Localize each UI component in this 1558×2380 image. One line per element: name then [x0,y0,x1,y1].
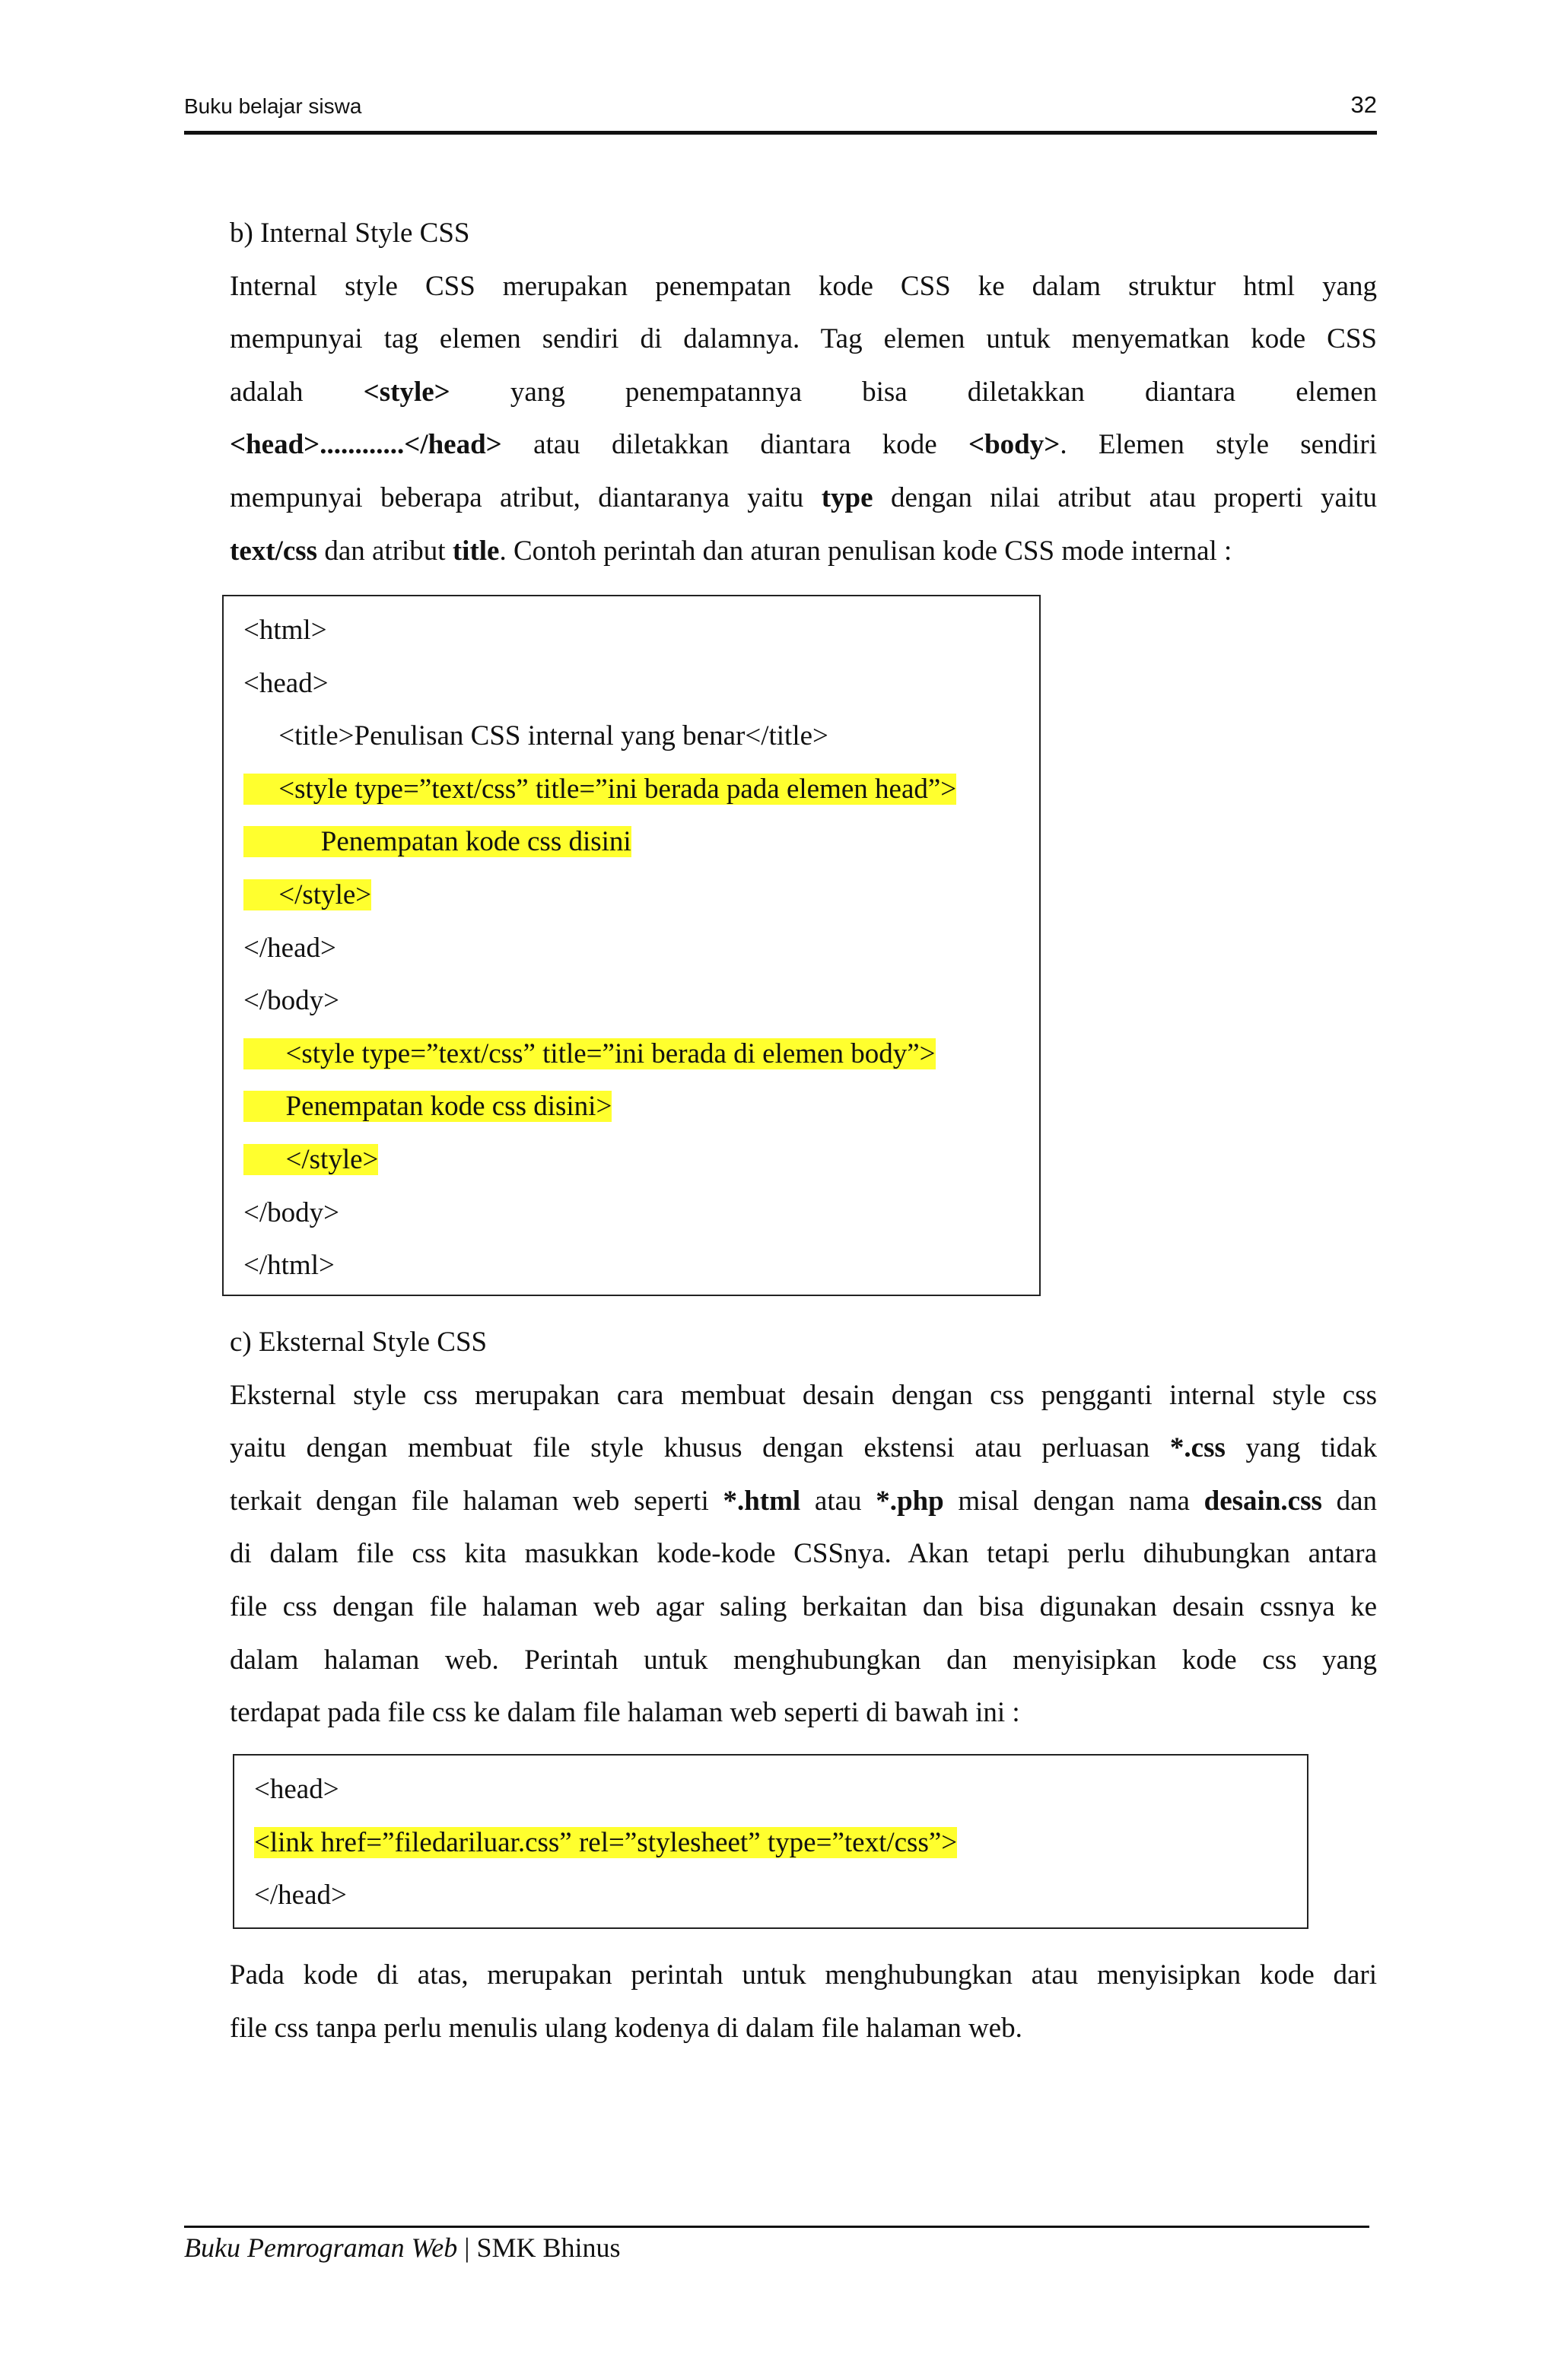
code-line: </body> [243,985,340,1017]
paragraph-line: mempunyai tag elemen sendiri di dalamnya. Tag elemen untuk menyematkan kode CSS [230,323,1377,355]
html-ext-bold: *.html [723,1485,801,1517]
paragraph-line: dalam halaman web. Perintah untuk menghubungkan dan menyisipkan kode css yang [230,1644,1377,1676]
code-line: <head> [254,1774,339,1805]
footer: Buku Pemrograman Web | SMK Bhinus [184,2232,621,2263]
section-c-heading: c) Eksternal Style CSS [230,1327,488,1358]
body-tag-bold: <body> [968,429,1060,461]
section-b-text [230,207,1377,577]
php-ext-bold: *.php [876,1485,944,1517]
paragraph-line: terdapat pada file css ke dalam file halaman web seperti di bawah ini : [230,1697,1020,1729]
paragraph-line: di dalam file css kita masukkan kode-kode CSSnya. Akan tetapi perlu dihubungkan antara [230,1538,1377,1570]
code-line-highlighted: <link href=”filedariluar.css” rel=”stylesheet” type=”text/css”> [254,1826,958,1858]
code-line: </head> [254,1880,347,1911]
paragraph-line: yaitu dengan membuat file style khusus dengan ekstensi atau perluasan *.css yang tidak [230,1432,1377,1464]
code-line: <title>Penulisan CSS internal yang benar</title> [243,720,828,752]
header-divider [184,131,1377,135]
code-line-highlighted: </style> [243,1143,379,1175]
code-line: <head> [243,667,329,699]
paragraph-line: text/css dan atribut title. Contoh perintah dan aturan penulisan kode CSS mode internal : [230,535,1232,567]
title-attr-bold: title [452,535,500,567]
section-b-heading: b) Internal Style CSS [230,218,470,249]
type-attr-bold: type [821,481,873,513]
paragraph-line: file css dengan file halaman web agar saling berkaitan dan bisa digunakan desain cssnya ke [230,1590,1377,1622]
textcss-bold: text/css [230,535,318,567]
paragraph-line: mempunyai beberapa atribut, diantaranya yaitu type dengan nilai atribut atau properti yaitu [230,481,1377,513]
footer-divider [184,2226,1369,2228]
section-c-text [230,1316,1377,1740]
paragraph-line: terkait dengan file halaman web seperti *.html atau *.php misal dengan nama desain.css dan [230,1485,1377,1517]
running-header-title: Buku belajar siswa [184,94,362,118]
paragraph-line: Pada kode di atas, merupakan perintah untuk menghubungkan atau menyisipkan kode dari [230,1959,1377,1991]
paragraph-line: <head>............</head> atau diletakkan diantara kode <body>. Elemen style sendiri [230,429,1377,461]
closing-text [230,1949,1377,2054]
internal-css-code-box [222,595,1041,1296]
css-ext-bold: *.css [1169,1432,1226,1464]
page-number: 32 [1350,91,1377,118]
desain-css-bold: desain.css [1203,1485,1322,1517]
code-line: </body> [243,1196,340,1228]
head-tag-bold: <head>............</head> [230,429,502,461]
code-line-highlighted: </style> [243,879,372,910]
style-tag-bold: <style> [363,376,450,408]
code-line-highlighted: Penempatan kode css disini> [243,1091,612,1123]
footer-school: SMK Bhinus [476,2232,621,2263]
code-line-highlighted: Penempatan kode css disini [243,826,631,858]
paragraph-line: file css tanpa perlu menulis ulang kodenya di dalam file halaman web. [230,2012,1022,2044]
code-line: <html> [243,615,327,646]
code-line: </html> [243,1250,335,1282]
code-line-highlighted: <style type=”text/css” title=”ini berada di elemen body”> [243,1037,936,1069]
paragraph-line: Internal style CSS merupakan penempatan kode CSS ke dalam struktur html yang [230,270,1377,302]
paragraph-line: Eksternal style css merupakan cara membuat desain dengan css pengganti internal style css [230,1379,1377,1411]
external-css-code-box [233,1754,1308,1929]
footer-book-name: Buku Pemrograman Web [184,2232,458,2263]
code-line-highlighted: <style type=”text/css” title=”ini berada pada elemen head”> [243,773,957,805]
paragraph-line: adalah <style> yang penempatannya bisa diletakkan diantara elemen [230,376,1377,408]
code-line: </head> [243,932,336,964]
